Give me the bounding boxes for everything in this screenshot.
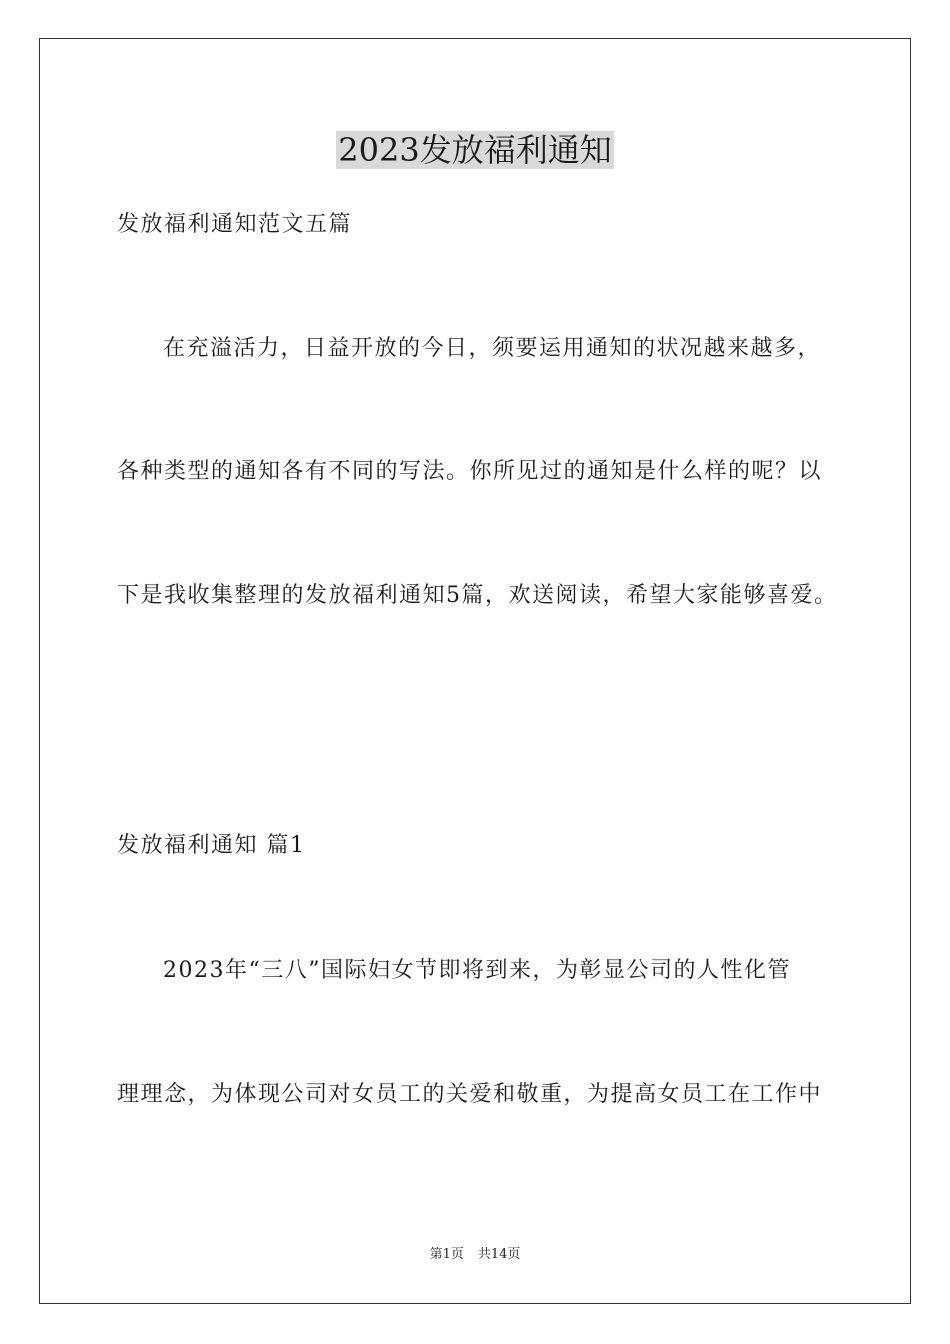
document-title [0,128,950,172]
intro-line-1: 在充溢活力，日益开放的今日，须要运用通知的状况越来越多， [163,336,822,361]
document-title-text: 2023发放福利通知 [338,131,612,169]
document-subtitle: 发放福利通知范文五篇 [117,212,353,237]
intro-line-3: 下是我收集整理的发放福利通知5篇，欢送阅读，希望大家能够喜爱。 [117,583,838,608]
section-heading: 发放福利通知 篇1 [117,833,306,858]
page-footer [0,1246,950,1264]
section-line-2: 理理念，为体现公司对女员工的关爱和敬重，为提高女员工在工作中 [117,1082,823,1107]
intro-line-2: 各种类型的通知各有不同的写法。你所见过的通知是什么样的呢？以 [117,459,823,484]
page-number: 第1页 [429,1247,464,1262]
section-line-1: 2023年“三八”国际妇女节即将到来，为彰显公司的人性化管 [163,958,791,983]
page-total: 共14页 [477,1247,521,1262]
